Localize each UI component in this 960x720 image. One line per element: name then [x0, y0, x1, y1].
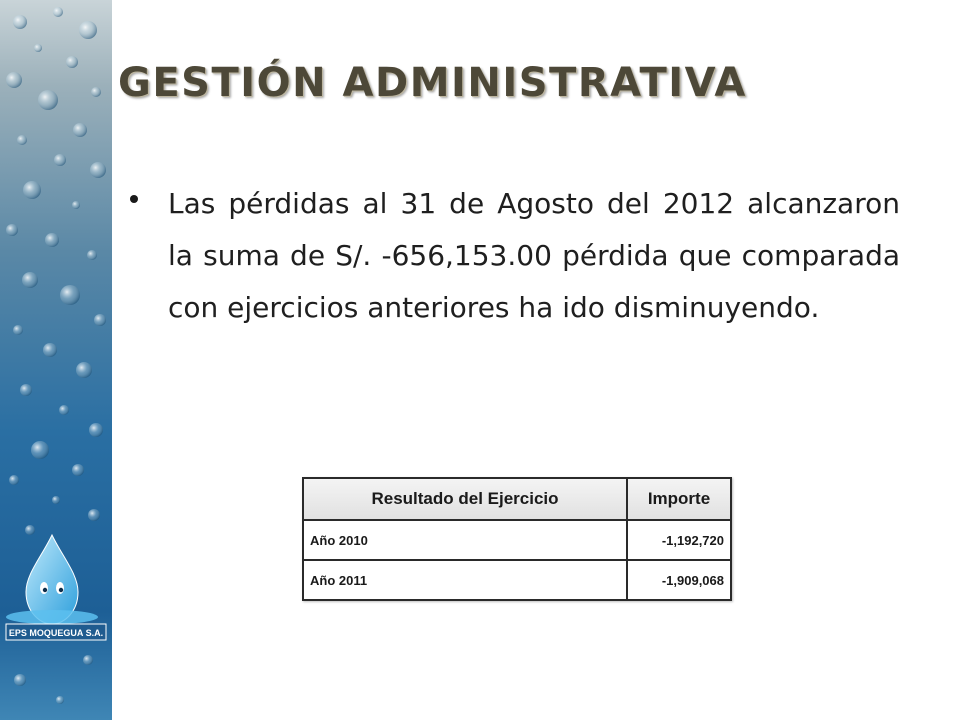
table-header-row [303, 478, 731, 520]
results-table [302, 477, 732, 601]
header-resultado: Resultado del Ejercicio [303, 478, 627, 520]
water-sidebar [0, 0, 112, 720]
header-importe: Importe [627, 478, 731, 520]
logo-text: EPS MOQUEGUA S.A. [8, 628, 104, 638]
slide-title: GESTIÓN ADMINISTRATIVA [118, 60, 747, 106]
row-label: Año 2011 [303, 560, 627, 600]
bullet-dot-icon [130, 195, 138, 203]
slide-content [130, 178, 900, 334]
row-amount: -1,192,720 [627, 520, 731, 560]
results-table-container [302, 477, 732, 601]
row-label: Año 2010 [303, 520, 627, 560]
bullet-item [130, 178, 900, 334]
table-row [303, 560, 731, 600]
row-amount: -1,909,068 [627, 560, 731, 600]
bullet-text: Las pérdidas al 31 de Agosto del 2012 alcanzaron la suma de S/. -656,153.00 pérdida que comparada con ejercicios anteriores ha ido disminuyendo. [168, 187, 900, 324]
table-row [303, 520, 731, 560]
